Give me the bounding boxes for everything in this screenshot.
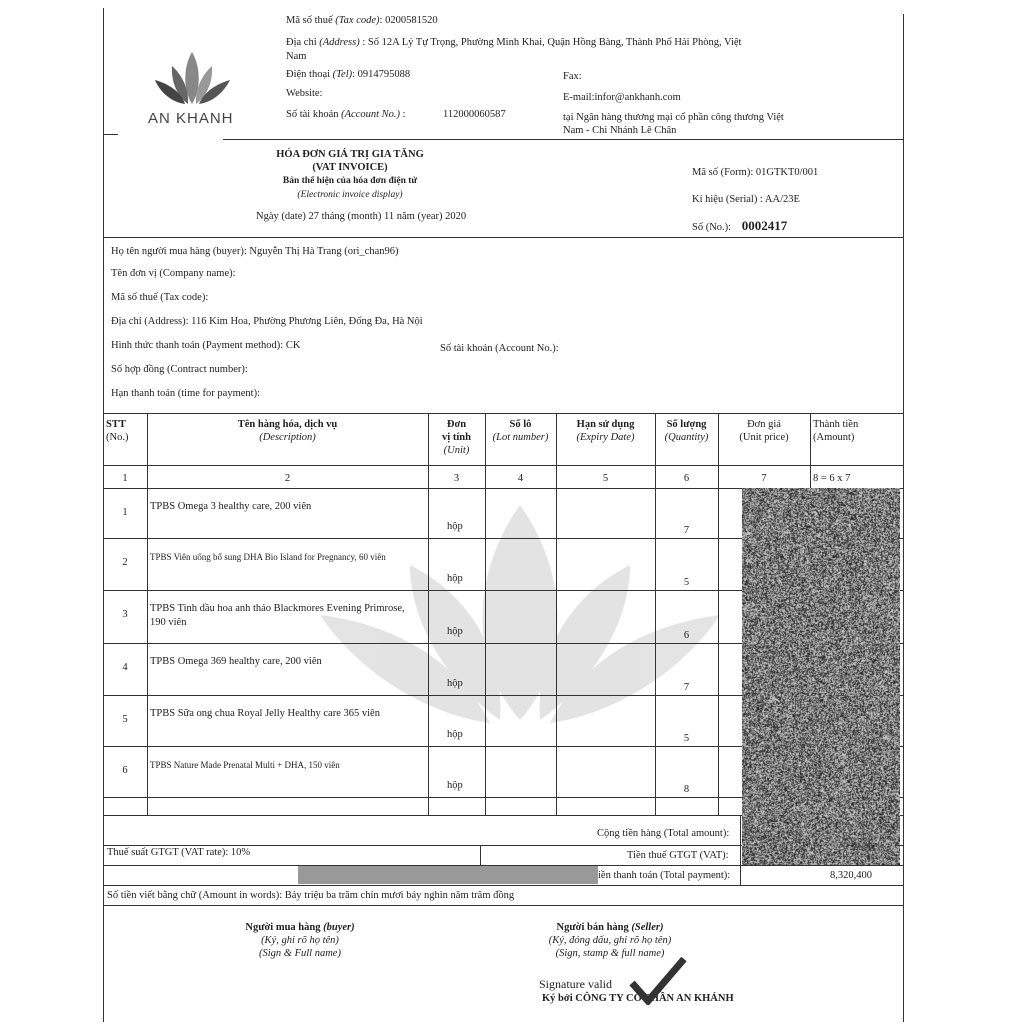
seller-bank-cont: Nam - Chi Nhánh Lê Chân bbox=[563, 125, 677, 136]
row-description: TPBS Tinh dầu hoa anh thảo Blackmores Evening Primrose, 190 viên bbox=[150, 603, 405, 628]
checkmark-icon bbox=[628, 955, 688, 1005]
row-quantity: 7 bbox=[683, 682, 690, 693]
buyer-contract: Số hợp đồng (Contract number): bbox=[111, 364, 248, 375]
row-quantity: 6 bbox=[683, 630, 690, 641]
vat-label: Tiền thuế GTGT (VAT): bbox=[627, 850, 729, 861]
table-rule bbox=[103, 465, 903, 466]
seller-address-cont: Nam bbox=[286, 51, 307, 62]
table-rule bbox=[103, 885, 903, 886]
invoice-date: Ngày (date) 27 tháng (month) 11 năm (year) 2020 bbox=[256, 211, 467, 222]
row-number: 3 bbox=[122, 609, 128, 620]
row-description: TPBS Omega 3 healthy care, 200 viên bbox=[150, 501, 312, 512]
row-unit: hộp bbox=[447, 573, 463, 584]
buyer-name: Họ tên người mua hàng (buyer): Nguyễn Thị Hà Trang (ori_chan96) bbox=[111, 246, 399, 257]
seller-tax-code: Mã số thuế (Tax code): 0200581520 bbox=[286, 15, 438, 26]
total-payment-value: 8,320,400 bbox=[830, 870, 872, 881]
row-number: 4 bbox=[122, 662, 128, 673]
buyer-payment: Hình thức thanh toán (Payment method): CK bbox=[111, 340, 301, 351]
column-header: Tên hàng hóa, dịch vụ (Description) bbox=[237, 419, 338, 443]
buyer-company: Tên đơn vị (Company name): bbox=[111, 268, 236, 279]
seller-tel: Điện thoại (Tel): 0914795088 bbox=[286, 69, 411, 80]
invoice-title: HÓA ĐƠN GIÁ TRỊ GIA TĂNG (VAT INVOICE) Bản thể hiện của hóa đơn điện tử (Electronic invoice display) bbox=[276, 149, 424, 200]
signed-by: Ký bởi CÔNG TY CỔ PHẦN AN KHÁNH bbox=[542, 993, 734, 1004]
row-unit: hộp bbox=[447, 626, 463, 637]
row-unit: hộp bbox=[447, 780, 463, 791]
column-header: Hạn sử dụng (Expiry Date) bbox=[576, 419, 635, 443]
buyer-address: Địa chỉ (Address): 116 Kim Hoa, Phường Phương Liên, Đống Đa, Hà Nội bbox=[111, 316, 423, 327]
an-khanh-logo bbox=[155, 52, 230, 104]
row-unit: hộp bbox=[447, 678, 463, 689]
table-rule bbox=[103, 905, 903, 906]
table-column-rule bbox=[480, 845, 481, 865]
row-quantity: 7 bbox=[683, 525, 690, 536]
row-unit: hộp bbox=[447, 521, 463, 532]
row-number: 2 bbox=[122, 557, 128, 568]
seller-address: Địa chỉ (Address) : Số 12A Lý Tự Trọng, Phường Minh Khai, Quận Hồng Bàng, Thành Phố Hải Phòng, Việt bbox=[286, 37, 742, 48]
column-header: Đơn giá (Unit price) bbox=[739, 419, 789, 443]
column-header: Thành tiền (Amount) bbox=[813, 419, 859, 443]
row-description: TPBS Omega 369 healthy care, 200 viên bbox=[150, 656, 322, 667]
column-number: 8 = 6 x 7 bbox=[813, 473, 851, 484]
column-header: Đơn vị tính (Unit) bbox=[442, 419, 471, 456]
seller-signature: Người bán hàng (Seller) (Ký, đóng dấu, ghi rõ họ tên) (Sign, stamp & full name) bbox=[548, 922, 672, 959]
invoice-number: Số (No.): 0002417 bbox=[692, 218, 788, 233]
row-description: TPBS Nature Made Prenatal Multi + DHA, 150 viên bbox=[150, 760, 340, 770]
row-description: TPBS Viên uống bổ sung DHA Bio Island for Pregnancy, 60 viên bbox=[150, 552, 386, 562]
row-quantity: 5 bbox=[683, 577, 690, 588]
buyer-due: Hạn thanh toán (time for payment): bbox=[111, 388, 260, 399]
signature-valid: Signature valid bbox=[539, 977, 612, 991]
row-description: TPBS Sữa ong chua Royal Jelly Healthy care 365 viên bbox=[150, 708, 380, 719]
column-header: STT (No.) bbox=[106, 419, 129, 443]
vat-rate: Thuế suất GTGT (VAT rate): 10% bbox=[107, 847, 251, 858]
row-unit: hộp bbox=[447, 729, 463, 740]
column-number: 4 bbox=[517, 473, 524, 484]
total-payment-label: iền thanh toán (Total payment): bbox=[598, 870, 731, 881]
redaction-bar bbox=[298, 866, 598, 884]
seller-email: E-mail:infor@ankhanh.com bbox=[563, 92, 681, 103]
buyer-signature: Người mua hàng (buyer) (Ký, ghi rõ họ tên) (Sign & Full name) bbox=[245, 922, 355, 959]
seller-account: Số tài khoản (Account No.) : bbox=[286, 109, 406, 120]
column-header: Số lượng (Quantity) bbox=[664, 419, 709, 443]
buyer-tax: Mã số thuế (Tax code): bbox=[111, 292, 209, 303]
column-header: Số lô (Lot number) bbox=[492, 419, 549, 443]
row-quantity: 8 bbox=[683, 784, 690, 795]
seller-website: Website: bbox=[286, 88, 323, 99]
column-number: 2 bbox=[284, 473, 291, 484]
row-quantity: 5 bbox=[683, 733, 690, 744]
logo-text: AN KHANH bbox=[148, 110, 234, 127]
column-number: 6 bbox=[683, 473, 690, 484]
row-number: 1 bbox=[122, 507, 128, 518]
row-number: 6 bbox=[122, 765, 128, 776]
seller-bank: tại Ngân hàng thương mại cổ phần công thương Việt bbox=[563, 112, 784, 123]
seller-account-number: 112000060587 bbox=[443, 109, 506, 120]
column-number: 7 bbox=[761, 473, 767, 484]
invoice-form: Mã số (Form): 01GTKT0/001 bbox=[692, 167, 819, 178]
seller-fax: Fax: bbox=[563, 71, 582, 82]
buyer-account: Số tài khoản (Account No.): bbox=[440, 343, 559, 354]
column-number: 1 bbox=[122, 473, 128, 484]
amount-in-words: Số tiền viết bằng chữ (Amount in words): Bảy triệu ba trăm chín mươi bảy nghìn năm trăm đồng bbox=[107, 890, 515, 901]
row-number: 5 bbox=[122, 714, 128, 725]
subtotal-label: Cộng tiền hàng (Total amount): bbox=[597, 828, 730, 839]
table-rule bbox=[103, 413, 903, 414]
table-column-rule bbox=[740, 815, 741, 885]
column-number: 5 bbox=[602, 473, 609, 484]
column-number: 3 bbox=[453, 473, 460, 484]
invoice-serial: Kí hiệu (Serial) : AA/23E bbox=[692, 194, 800, 205]
redacted-amounts bbox=[742, 488, 900, 865]
